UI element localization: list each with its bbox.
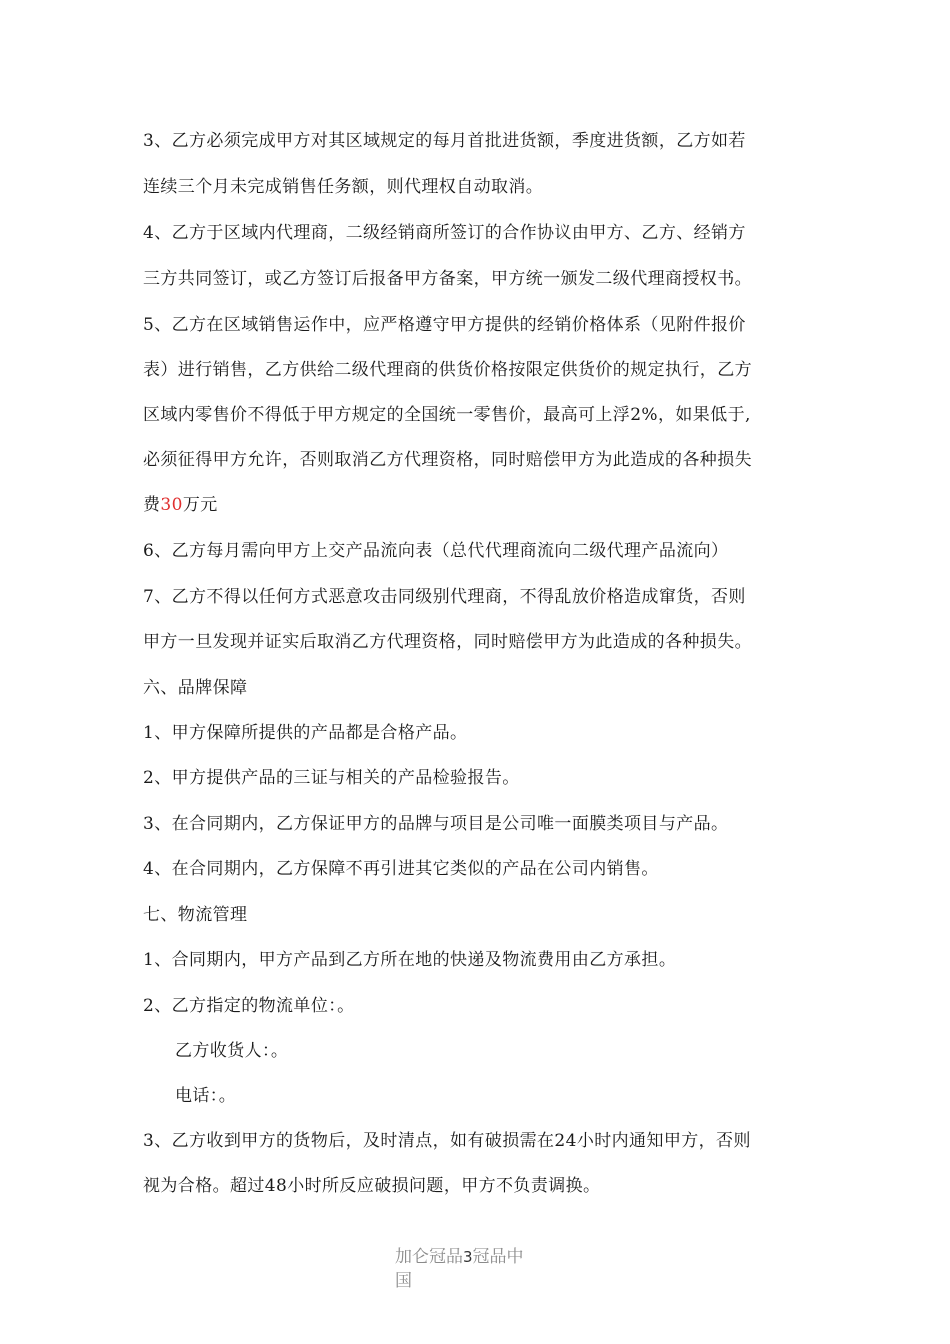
consignee-line: 乙方收货人：。 — [175, 1041, 289, 1061]
clause-5-3-line-2: 连续三个月未完成销售任务额，则代理权自动取消。 — [143, 177, 544, 197]
clause-5-5-line-5 — [143, 493, 823, 517]
footer-line-1 — [395, 1245, 555, 1269]
clause-5-3-line-1: 3、乙方必须完成甲方对其区域规定的每月首批进货额，季度进货额，乙方如若 — [143, 131, 746, 151]
clause-5-7-line-2: 甲方一旦发现并证实后取消乙方代理资格，同时赔偿甲方为此造成的各种损失。 — [143, 632, 752, 652]
clause-6-3: 3、在合同期内，乙方保证甲方的品牌与项目是公司唯一面膜类项目与产品。 — [143, 814, 729, 834]
page-footer — [395, 1245, 555, 1293]
clause-5-5-line-2: 表）进行销售，乙方供给二级代理商的供货价格按限定供货价的规定执行，乙方 — [143, 360, 752, 380]
clause-5-4-line-2: 三方共同签订，或乙方签订后报备甲方备案，甲方统一颁发二级代理商授权书。 — [143, 269, 752, 289]
section-7-heading: 七、物流管理 — [143, 905, 248, 925]
section-6-heading: 六、品牌保障 — [143, 678, 248, 698]
clause-7-2: 2、乙方指定的物流单位：。 — [143, 996, 355, 1016]
clause-5-7-line-1: 7、乙方不得以任何方式恶意攻击同级别代理商，不得乱放价格造成窜货，否则 — [143, 587, 746, 607]
clause-7-1: 1、合同期内，甲方产品到乙方所在地的快递及物流费用由乙方承担。 — [143, 950, 677, 970]
clause-6-4: 4、在合同期内，乙方保障不再引进其它类似的产品在公司内销售。 — [143, 859, 659, 879]
clause-5-4-line-1: 4、乙方于区域内代理商，二级经销商所签订的合作协议由甲方、乙方、经销方 — [143, 223, 746, 243]
clause-5-6: 6、乙方每月需向甲方上交产品流向表（总代代理商流向二级代理产品流向） — [143, 541, 729, 561]
footer-text-after: 冠品中 — [472, 1247, 524, 1267]
clause-6-2: 2、甲方提供产品的三证与相关的产品检验报告。 — [143, 768, 520, 788]
footer-line-2: 国 — [395, 1271, 412, 1291]
clause-6-1: 1、甲方保障所提供的产品都是合格产品。 — [143, 723, 468, 743]
footer-text-before: 加仑冠品 — [395, 1247, 463, 1267]
fee-amount: 30 — [160, 495, 183, 515]
phone-line: 电话：。 — [175, 1086, 237, 1106]
page-number: 3 — [463, 1248, 473, 1266]
clause-7-3-line-2: 视为合格。超过48小时所反应破损问题，甲方不负责调换。 — [143, 1176, 601, 1196]
fee-prefix: 费 — [143, 495, 161, 515]
clause-5-5-line-3: 区域内零售价不得低于甲方规定的全国统一零售价，最高可上浮2%，如果低于, — [143, 405, 751, 425]
clause-5-5-line-4: 必须征得甲方允许，否则取消乙方代理资格，同时赔偿甲方为此造成的各种损失 — [143, 450, 752, 470]
clause-5-5-line-1: 5、乙方在区域销售运作中，应严格遵守甲方提供的经销价格体系（见附件报价 — [143, 315, 746, 335]
fee-suffix: 万元 — [182, 495, 218, 515]
clause-7-3-line-1: 3、乙方收到甲方的货物后，及时清点，如有破损需在24小时内通知甲方，否则 — [143, 1131, 751, 1151]
